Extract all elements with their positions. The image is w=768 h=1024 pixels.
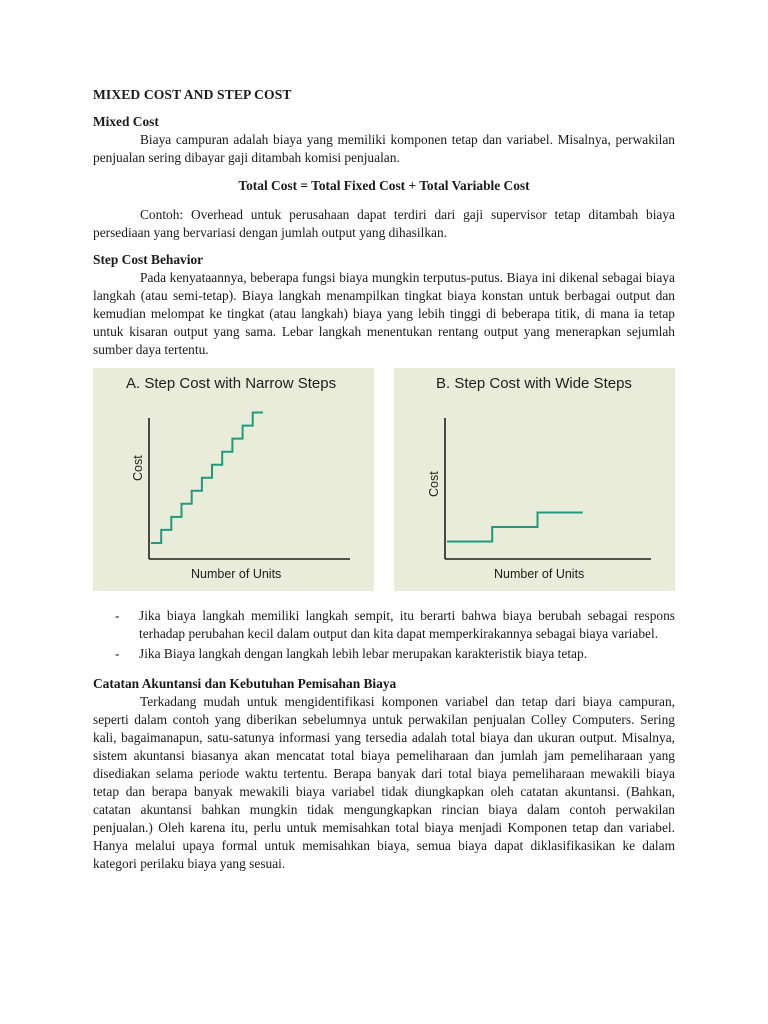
narrow-steps-chart-svg <box>93 368 374 591</box>
step-cost-paragraph: Pada kenyataannya, beberapa fungsi biaya mungkin terputus-putus. Biaya ini dikenal sebagai biaya langkah (atau semi-tetap). Biaya langkah menampilkan tingkat biaya konstan untuk berbagai output dan kemudian melompat ke tingkat (atau langkah) biaya yang lebih tinggi di beberapa titik, di mana ia tetap untuk kisaran output yang sama. Lebar langkah menentukan rentang output yang menerapkan sejumlah sumber daya tertentu. <box>93 270 675 357</box>
step-line <box>151 413 263 544</box>
document-page <box>93 86 675 873</box>
chart-title: A. Step Cost with Narrow Steps <box>126 375 337 392</box>
y-axis-label: Cost <box>131 455 145 481</box>
wide-steps-chart-svg <box>394 368 675 591</box>
mixed-cost-paragraph: Biaya campuran adalah biaya yang memiliki komponen tetap dan variabel. Misalnya, perwakilan penjualan sering dibayar gaji ditambah komisi penjualan. <box>93 132 675 165</box>
bullet-dash: - <box>115 608 120 623</box>
step-cost-heading: Step Cost Behavior <box>93 252 204 267</box>
total-cost-formula: Total Cost = Total Fixed Cost + Total Variable Cost <box>238 178 530 193</box>
bullet-text: Jika biaya langkah memiliki langkah sempit, itu berarti bahwa biaya berubah sebagai respons terhadap perubahan kecil dalam output dan kita dapat memperkirakannya sebagai biaya variabel. <box>139 608 675 641</box>
step-line <box>447 513 583 542</box>
mixed-cost-heading: Mixed Cost <box>93 114 159 129</box>
bullet-item <box>93 645 675 663</box>
bullet-item <box>93 607 675 643</box>
narrow-steps-chart <box>93 368 374 591</box>
x-axis-label: Number of Units <box>191 567 282 581</box>
y-axis-label: Cost <box>427 471 441 497</box>
bullet-dash: - <box>115 646 120 661</box>
x-axis-label: Number of Units <box>494 567 585 581</box>
overhead-example-paragraph: Contoh: Overhead untuk perusahaan dapat terdiri dari gaji supervisor tetap ditambah biaya persediaan yang bervariasi dengan jumlah output yang dihasilkan. <box>93 207 675 240</box>
chart-title: B. Step Cost with Wide Steps <box>436 375 632 392</box>
accounting-heading: Catatan Akuntansi dan Kebutuhan Pemisahan Biaya <box>93 676 397 691</box>
step-cost-bullets <box>93 607 675 663</box>
wide-steps-chart <box>394 368 675 591</box>
accounting-paragraph: Terkadang mudah untuk mengidentifikasi komponen variabel dan tetap dari biaya campuran, seperti dalam contoh yang diberikan sebelumnya untuk perwakilan penjualan Colley Computers. Sering kali, bagaimanapun, satu-satunya informasi yang tersedia adalah total biaya dan ukuran output. Misalnya, sistem akuntansi biasanya akan mencatat total biaya pemeliharaan dan jumlah jam pemeliharaan yang disediakan selama periode waktu tertentu. Berapa banyak dari total biaya pemeliharaan mewakili biaya tetap dan berapa banyak mewakili biaya variabel tidak diungkapkan oleh catatan akuntansi. (Bahkan, catatan akuntansi bahkan mungkin tidak mengungkapkan rincian biaya dalam contoh perwakilan penjualan.) Oleh karena itu, perlu untuk memisahkan total biaya menjadi Komponen tetap dan variabel. Hanya melalui upaya formal untuk memisahkan biaya, semua biaya dapat diklasifikasikan ke dalam kategori perilaku biaya yang sesuai. <box>93 694 675 871</box>
bullet-text: Jika Biaya langkah dengan langkah lebih lebar merupakan karakteristik biaya tetap. <box>139 646 588 661</box>
step-cost-figures <box>93 368 675 594</box>
document-title: MIXED COST AND STEP COST <box>93 87 292 102</box>
